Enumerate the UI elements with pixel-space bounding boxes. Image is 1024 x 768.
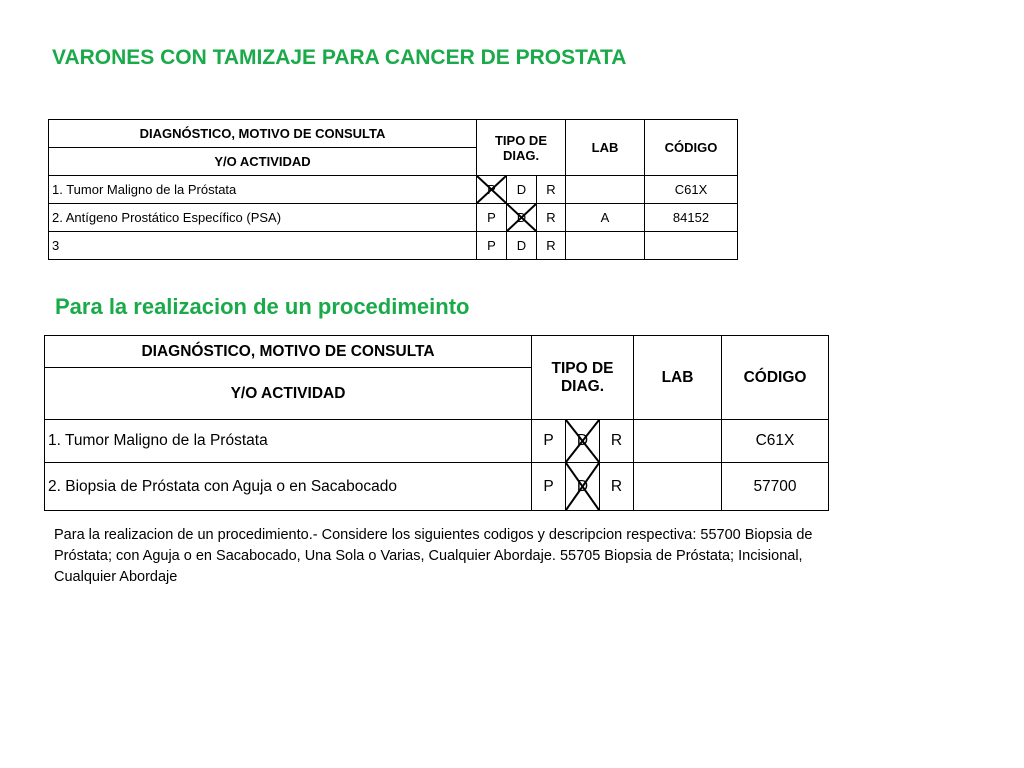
type-d: D [516, 210, 527, 225]
code-value: C61X [645, 176, 738, 204]
type-r: R [537, 232, 566, 260]
table-row [49, 176, 738, 204]
lab-value [566, 232, 645, 260]
table-row [49, 204, 738, 232]
diagnosis-header-line1: DIAGNÓSTICO, MOTIVO DE CONSULTA [49, 120, 477, 148]
diagnosis-header-line1: DIAGNÓSTICO, MOTIVO DE CONSULTA [45, 336, 532, 368]
page-title: VARONES CON TAMIZAJE PARA CANCER DE PROSTATA [52, 46, 627, 69]
code-value: C61X [722, 420, 829, 463]
procedure-diagnosis-table [44, 335, 829, 511]
lab-value [566, 176, 645, 204]
type-d: D [576, 477, 589, 495]
type-p: P [532, 420, 566, 463]
type-r: R [537, 204, 566, 232]
diagnosis-header-line2: Y/O ACTIVIDAD [45, 368, 532, 420]
lab-header: LAB [634, 336, 722, 420]
type-p-cell-marked [477, 176, 507, 204]
section-subtitle: Para la realizacion de un procedimeinto [55, 294, 470, 319]
code-value: 84152 [645, 204, 738, 232]
type-r: R [600, 420, 634, 463]
type-d-cell-marked [507, 204, 537, 232]
type-d: D [507, 232, 537, 260]
table-row [45, 420, 829, 463]
codigo-header: CÓDIGO [645, 120, 738, 176]
type-d-cell-marked [566, 463, 600, 511]
type-p: P [532, 463, 566, 511]
type-r: R [537, 176, 566, 204]
table-row [49, 232, 738, 260]
lab-value [634, 463, 722, 511]
row-description: 2. Biopsia de Próstata con Aguja o en Sacabocado [45, 463, 532, 511]
procedure-note: Para la realizacion de un procedimiento.- Considere los siguientes codigos y descripcion respectiva: 55700 Biopsia de Próstata; con Aguja o en Sacabocado, Una Sola o Varias, Cualquier Abordaje. 55705 Biopsia de Próstata; Incisional, Cualquier Abordaje [54, 527, 813, 585]
type-r: R [600, 463, 634, 511]
codigo-header: CÓDIGO [722, 336, 829, 420]
code-value: 57700 [722, 463, 829, 511]
type-p: P [487, 182, 496, 197]
code-value [645, 232, 738, 260]
diagnosis-header-line2: Y/O ACTIVIDAD [49, 148, 477, 176]
row-description: 1. Tumor Maligno de la Próstata [45, 420, 532, 463]
row-description: 2. Antígeno Prostático Específico (PSA) [49, 204, 477, 232]
type-d: D [576, 432, 589, 449]
lab-header: LAB [566, 120, 645, 176]
table-row [45, 463, 829, 511]
row-description: 3 [49, 232, 477, 260]
lab-value: A [566, 204, 645, 232]
type-p: P [477, 204, 507, 232]
row-description: 1. Tumor Maligno de la Próstata [49, 176, 477, 204]
type-p: P [477, 232, 507, 260]
lab-value [634, 420, 722, 463]
type-d: D [507, 176, 537, 204]
type-d-cell-marked [566, 420, 600, 463]
screening-diagnosis-table [48, 119, 738, 260]
tipo-diag-header: TIPO DE DIAG. [477, 120, 566, 176]
tipo-diag-header: TIPO DE DIAG. [532, 336, 634, 420]
